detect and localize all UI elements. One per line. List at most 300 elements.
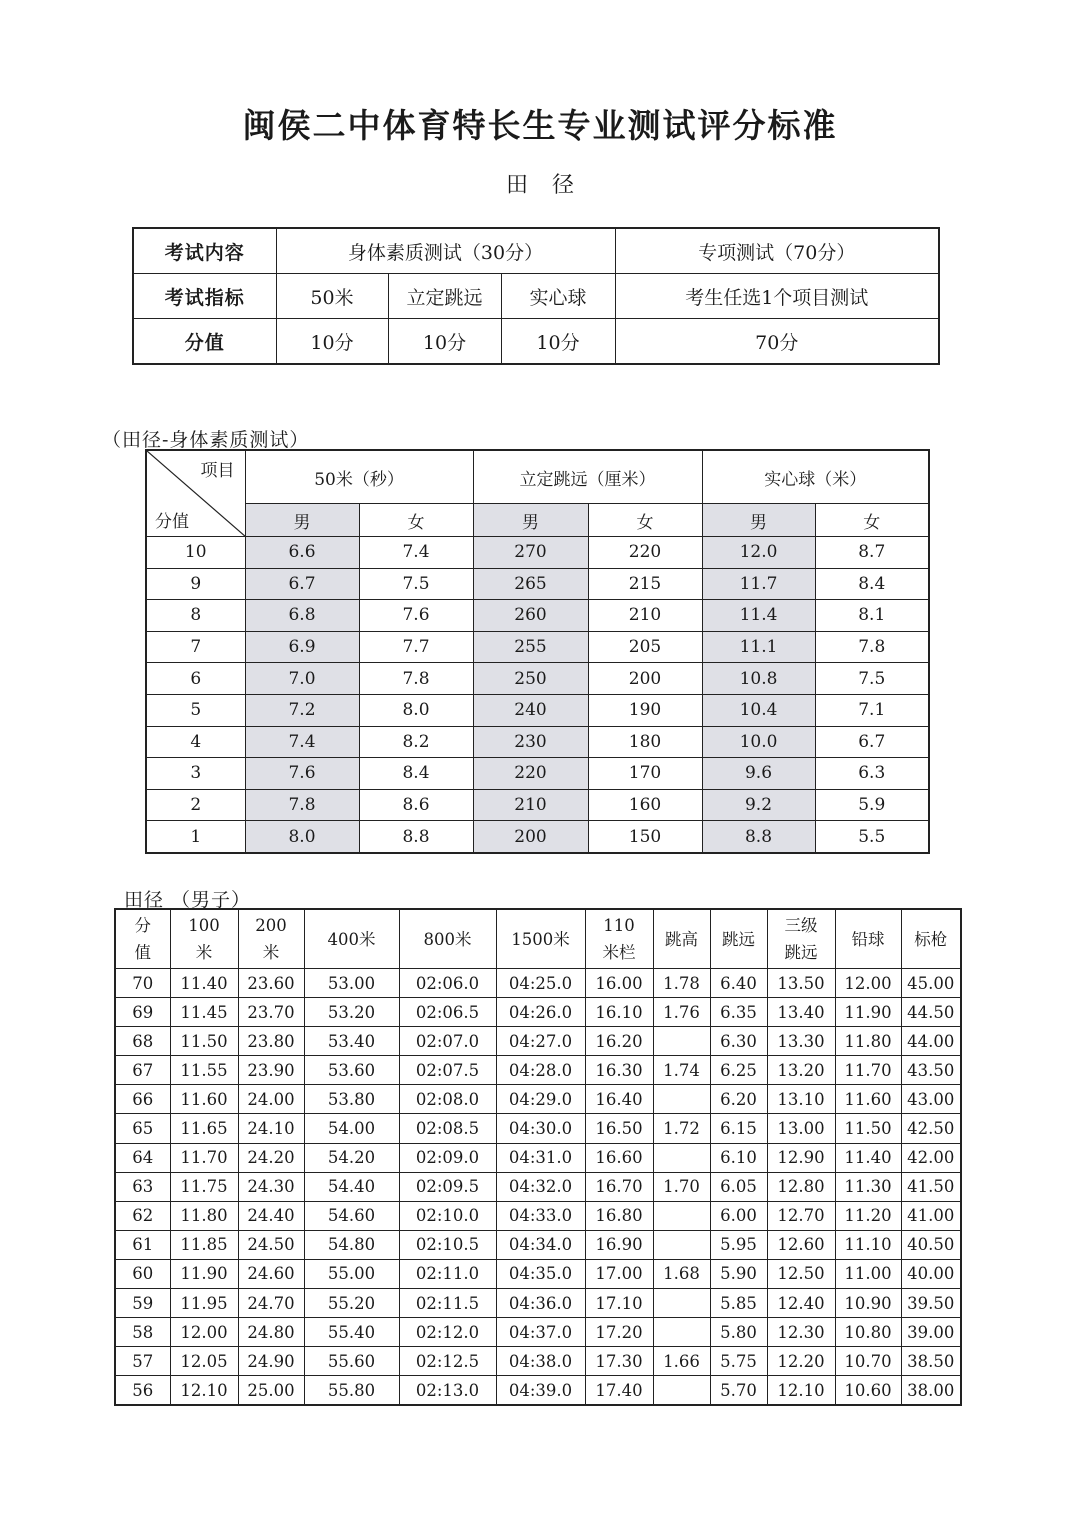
value-cell: 7.5 (815, 663, 929, 695)
value-cell: 6.00 (710, 1201, 767, 1230)
value-cell: 1.76 (653, 998, 710, 1027)
table-row (115, 1027, 961, 1056)
value-cell: 7.8 (815, 631, 929, 663)
value-cell: 02:10.5 (399, 1230, 496, 1259)
gender-header: 女 (815, 504, 929, 537)
value-cell: 55.00 (304, 1259, 399, 1288)
summary-row-score (133, 319, 939, 365)
corner-label-score: 分值 (155, 512, 189, 532)
value-cell: 10.80 (835, 1318, 901, 1347)
value-cell: 7.2 (245, 694, 359, 726)
value-cell: 13.00 (767, 1114, 835, 1143)
value-cell: 12.40 (767, 1289, 835, 1318)
table-row (115, 969, 961, 998)
physical-score-table (145, 449, 930, 854)
value-cell: 11.60 (170, 1085, 238, 1114)
value-cell: 16.10 (585, 998, 653, 1027)
value-cell: 5.80 (710, 1318, 767, 1347)
table-row (115, 998, 961, 1027)
value-cell: 54.60 (304, 1201, 399, 1230)
value-cell: 5.5 (815, 821, 929, 853)
value-cell: 42.00 (901, 1143, 961, 1172)
column-header-text: 铅球 (851, 929, 885, 949)
physical-table-caption: （田径-身体素质测试） (102, 429, 310, 451)
value-cell: 12.00 (835, 969, 901, 998)
value-cell: 17.20 (585, 1318, 653, 1347)
corner-label-item: 项目 (200, 461, 235, 481)
column-header (115, 909, 170, 969)
value-cell: 10.8 (702, 663, 815, 695)
value-cell: 7.0 (245, 663, 359, 695)
value-cell: 39.00 (901, 1318, 961, 1347)
table-row (146, 600, 929, 632)
score-cell: 8 (146, 600, 245, 632)
score-cell: 62 (115, 1201, 170, 1230)
value-cell: 11.1 (702, 631, 815, 663)
value-cell: 04:35.0 (496, 1259, 585, 1288)
value-cell: 11.75 (170, 1172, 238, 1201)
value-cell: 38.50 (901, 1347, 961, 1376)
value-cell: 16.90 (585, 1230, 653, 1259)
column-header-text: 跳高 (665, 929, 698, 949)
value-cell: 04:27.0 (496, 1027, 585, 1056)
value-cell: 25.00 (238, 1376, 304, 1406)
value-cell: 8.4 (815, 568, 929, 600)
score-cell: 58 (115, 1318, 170, 1347)
value-cell: 53.20 (304, 998, 399, 1027)
value-cell: 02:12.0 (399, 1318, 496, 1347)
value-cell: 43.50 (901, 1056, 961, 1085)
male-header-row (115, 909, 961, 969)
value-cell: 23.80 (238, 1027, 304, 1056)
table-row (146, 726, 929, 758)
value-cell: 12.20 (767, 1347, 835, 1376)
value-cell: 1.68 (653, 1259, 710, 1288)
column-header-text: 米 (262, 943, 280, 962)
value-cell: 8.6 (359, 789, 473, 821)
summary-item: 立定跳远 (388, 274, 501, 319)
value-cell: 8.7 (815, 537, 929, 569)
value-cell: 7.1 (815, 694, 929, 726)
summary-table (132, 227, 940, 365)
value-cell: 6.7 (815, 726, 929, 758)
value-cell: 13.20 (767, 1056, 835, 1085)
value-cell: 7.4 (359, 537, 473, 569)
value-cell: 02:12.5 (399, 1347, 496, 1376)
summary-label: 考试指标 (133, 274, 276, 319)
value-cell: 55.60 (304, 1347, 399, 1376)
gender-header: 男 (473, 504, 588, 537)
value-cell: 11.45 (170, 998, 238, 1027)
table-row (146, 789, 929, 821)
value-cell: 7.8 (359, 663, 473, 695)
value-cell: 02:06.5 (399, 998, 496, 1027)
value-cell: 02:11.5 (399, 1289, 496, 1318)
value-cell: 11.40 (835, 1143, 901, 1172)
corner-header-cell (146, 450, 245, 537)
column-header (170, 909, 238, 969)
value-cell: 255 (473, 631, 588, 663)
value-cell: 12.0 (702, 537, 815, 569)
value-cell: 11.55 (170, 1056, 238, 1085)
gender-header: 男 (245, 504, 359, 537)
value-cell: 44.00 (901, 1027, 961, 1056)
column-header (399, 909, 496, 969)
value-cell: 11.50 (835, 1114, 901, 1143)
gender-header: 女 (359, 504, 473, 537)
value-cell: 12.60 (767, 1230, 835, 1259)
value-cell: 7.6 (359, 600, 473, 632)
value-cell: 1.66 (653, 1347, 710, 1376)
value-cell: 6.20 (710, 1085, 767, 1114)
value-cell: 16.00 (585, 969, 653, 998)
value-cell: 16.70 (585, 1172, 653, 1201)
value-cell: 17.40 (585, 1376, 653, 1406)
value-cell: 11.20 (835, 1201, 901, 1230)
score-cell: 66 (115, 1085, 170, 1114)
value-cell: 8.0 (359, 694, 473, 726)
value-cell: 160 (588, 789, 702, 821)
physical-table-body (146, 537, 929, 853)
score-cell: 64 (115, 1143, 170, 1172)
value-cell: 17.30 (585, 1347, 653, 1376)
column-header-text: 1500米 (511, 929, 570, 949)
value-cell: 04:36.0 (496, 1289, 585, 1318)
value-cell: 11.80 (835, 1027, 901, 1056)
value-cell: 270 (473, 537, 588, 569)
value-cell: 6.10 (710, 1143, 767, 1172)
value-cell: 8.8 (359, 821, 473, 853)
value-cell (653, 1085, 710, 1114)
column-header-text: 米 (195, 943, 213, 962)
value-cell: 24.80 (238, 1318, 304, 1347)
value-cell: 41.50 (901, 1172, 961, 1201)
value-cell: 190 (588, 694, 702, 726)
value-cell: 23.90 (238, 1056, 304, 1085)
value-cell: 240 (473, 694, 588, 726)
value-cell: 02:13.0 (399, 1376, 496, 1406)
gender-header: 女 (588, 504, 702, 537)
column-header (496, 909, 585, 969)
value-cell: 12.30 (767, 1318, 835, 1347)
column-header-text: 米栏 (602, 943, 636, 962)
column-header (585, 909, 653, 969)
value-cell: 02:08.5 (399, 1114, 496, 1143)
value-cell: 9.6 (702, 758, 815, 790)
value-cell: 02:09.5 (399, 1172, 496, 1201)
value-cell: 220 (588, 537, 702, 569)
value-cell: 12.50 (767, 1259, 835, 1288)
value-cell: 04:34.0 (496, 1230, 585, 1259)
value-cell: 13.30 (767, 1027, 835, 1056)
value-cell: 23.70 (238, 998, 304, 1027)
value-cell: 7.7 (359, 631, 473, 663)
value-cell: 6.30 (710, 1027, 767, 1056)
score-cell: 57 (115, 1347, 170, 1376)
value-cell: 55.20 (304, 1289, 399, 1318)
value-cell: 215 (588, 568, 702, 600)
value-cell (653, 1289, 710, 1318)
summary-row-items (133, 274, 939, 319)
value-cell: 16.30 (585, 1056, 653, 1085)
value-cell: 04:38.0 (496, 1347, 585, 1376)
value-cell: 02:08.0 (399, 1085, 496, 1114)
value-cell: 12.70 (767, 1201, 835, 1230)
value-cell: 13.40 (767, 998, 835, 1027)
column-header (901, 909, 961, 969)
score-cell: 65 (115, 1114, 170, 1143)
value-cell: 8.8 (702, 821, 815, 853)
value-cell: 43.00 (901, 1085, 961, 1114)
value-cell: 6.15 (710, 1114, 767, 1143)
table-row (146, 568, 929, 600)
value-cell: 200 (588, 663, 702, 695)
column-header-text: 跳远 (722, 929, 755, 949)
value-cell: 5.95 (710, 1230, 767, 1259)
value-cell: 11.85 (170, 1230, 238, 1259)
column-header (835, 909, 901, 969)
score-cell: 7 (146, 631, 245, 663)
value-cell: 54.80 (304, 1230, 399, 1259)
value-cell: 11.95 (170, 1289, 238, 1318)
column-header (304, 909, 399, 969)
value-cell: 04:26.0 (496, 998, 585, 1027)
value-cell: 02:07.5 (399, 1056, 496, 1085)
value-cell: 10.60 (835, 1376, 901, 1406)
value-cell: 6.6 (245, 537, 359, 569)
column-header (653, 909, 710, 969)
score-cell: 3 (146, 758, 245, 790)
table-row (146, 821, 929, 853)
value-cell: 170 (588, 758, 702, 790)
value-cell: 02:06.0 (399, 969, 496, 998)
summary-item: 实心球 (501, 274, 615, 319)
value-cell: 02:10.0 (399, 1201, 496, 1230)
value-cell (653, 1230, 710, 1259)
value-cell: 11.70 (170, 1143, 238, 1172)
value-cell: 17.10 (585, 1289, 653, 1318)
value-cell: 12.05 (170, 1347, 238, 1376)
table-row (115, 1056, 961, 1085)
table-row (115, 1172, 961, 1201)
value-cell: 40.50 (901, 1230, 961, 1259)
value-cell: 5.9 (815, 789, 929, 821)
value-cell: 53.00 (304, 969, 399, 998)
value-cell: 200 (473, 821, 588, 853)
value-cell: 24.60 (238, 1259, 304, 1288)
value-cell (653, 1143, 710, 1172)
value-cell: 13.50 (767, 969, 835, 998)
column-header-text: 分 (134, 916, 151, 935)
column-header-text: 三级 (784, 916, 818, 935)
column-header (238, 909, 304, 969)
value-cell: 11.50 (170, 1027, 238, 1056)
value-cell: 1.74 (653, 1056, 710, 1085)
value-cell: 11.00 (835, 1259, 901, 1288)
table-row (146, 758, 929, 790)
value-cell: 11.7 (702, 568, 815, 600)
summary-score: 70分 (615, 319, 939, 365)
male-score-table (114, 908, 962, 1406)
table-row (115, 1201, 961, 1230)
value-cell: 8.2 (359, 726, 473, 758)
value-cell: 180 (588, 726, 702, 758)
value-cell: 11.4 (702, 600, 815, 632)
summary-special-header: 专项测试（70分） (615, 228, 939, 274)
value-cell: 04:32.0 (496, 1172, 585, 1201)
value-cell: 5.70 (710, 1376, 767, 1406)
score-cell: 63 (115, 1172, 170, 1201)
score-cell: 68 (115, 1027, 170, 1056)
value-cell: 6.9 (245, 631, 359, 663)
group-header: 50米（秒） (245, 450, 473, 504)
summary-label: 分值 (133, 319, 276, 365)
value-cell: 8.0 (245, 821, 359, 853)
score-cell: 56 (115, 1376, 170, 1406)
value-cell: 16.50 (585, 1114, 653, 1143)
value-cell: 02:11.0 (399, 1259, 496, 1288)
value-cell: 04:31.0 (496, 1143, 585, 1172)
value-cell (653, 1027, 710, 1056)
value-cell: 150 (588, 821, 702, 853)
value-cell: 260 (473, 600, 588, 632)
score-cell: 9 (146, 568, 245, 600)
value-cell: 39.50 (901, 1289, 961, 1318)
value-cell: 10.4 (702, 694, 815, 726)
value-cell: 6.3 (815, 758, 929, 790)
table-row (115, 1143, 961, 1172)
value-cell: 53.40 (304, 1027, 399, 1056)
value-cell: 04:33.0 (496, 1201, 585, 1230)
value-cell (653, 1318, 710, 1347)
page-title: 闽侯二中体育特长生专业测试评分标准 (242, 106, 838, 145)
value-cell: 16.40 (585, 1085, 653, 1114)
group-header: 立定跳远（厘米） (473, 450, 702, 504)
score-cell: 1 (146, 821, 245, 853)
value-cell: 205 (588, 631, 702, 663)
value-cell: 11.80 (170, 1201, 238, 1230)
value-cell: 11.90 (170, 1259, 238, 1288)
value-cell: 250 (473, 663, 588, 695)
value-cell: 04:28.0 (496, 1056, 585, 1085)
value-cell: 6.8 (245, 600, 359, 632)
value-cell: 17.00 (585, 1259, 653, 1288)
value-cell: 16.80 (585, 1201, 653, 1230)
column-header-text: 800米 (423, 929, 472, 949)
value-cell: 12.10 (170, 1376, 238, 1406)
value-cell: 210 (588, 600, 702, 632)
value-cell (653, 1201, 710, 1230)
value-cell: 5.90 (710, 1259, 767, 1288)
value-cell: 230 (473, 726, 588, 758)
value-cell: 7.5 (359, 568, 473, 600)
column-header-text: 100 (188, 916, 220, 935)
column-header-text: 标枪 (914, 929, 948, 949)
value-cell (653, 1376, 710, 1406)
value-cell: 6.35 (710, 998, 767, 1027)
summary-physical-header: 身体素质测试（30分） (276, 228, 615, 274)
value-cell: 8.4 (359, 758, 473, 790)
score-cell: 10 (146, 537, 245, 569)
value-cell: 1.70 (653, 1172, 710, 1201)
table-row (146, 663, 929, 695)
value-cell: 04:25.0 (496, 969, 585, 998)
value-cell: 11.10 (835, 1230, 901, 1259)
table-row (146, 694, 929, 726)
score-cell: 60 (115, 1259, 170, 1288)
value-cell: 10.70 (835, 1347, 901, 1376)
value-cell: 24.40 (238, 1201, 304, 1230)
value-cell: 12.90 (767, 1143, 835, 1172)
score-cell: 59 (115, 1289, 170, 1318)
value-cell: 45.00 (901, 969, 961, 998)
value-cell: 10.90 (835, 1289, 901, 1318)
summary-score: 10分 (276, 319, 388, 365)
value-cell: 7.6 (245, 758, 359, 790)
value-cell: 38.00 (901, 1376, 961, 1406)
value-cell: 53.60 (304, 1056, 399, 1085)
value-cell: 40.00 (901, 1259, 961, 1288)
table-row (146, 631, 929, 663)
value-cell: 41.00 (901, 1201, 961, 1230)
page-subtitle: 田径 (505, 173, 598, 198)
score-cell: 2 (146, 789, 245, 821)
value-cell: 53.80 (304, 1085, 399, 1114)
value-cell: 42.50 (901, 1114, 961, 1143)
value-cell: 10.0 (702, 726, 815, 758)
value-cell: 11.60 (835, 1085, 901, 1114)
value-cell: 12.10 (767, 1376, 835, 1406)
summary-item: 50米 (276, 274, 388, 319)
table-row (115, 1289, 961, 1318)
value-cell: 6.25 (710, 1056, 767, 1085)
value-cell: 54.00 (304, 1114, 399, 1143)
score-cell: 70 (115, 969, 170, 998)
value-cell: 12.80 (767, 1172, 835, 1201)
value-cell: 16.20 (585, 1027, 653, 1056)
group-header: 实心球（米） (702, 450, 929, 504)
value-cell: 1.72 (653, 1114, 710, 1143)
table-row (146, 537, 929, 569)
value-cell: 24.30 (238, 1172, 304, 1201)
value-cell: 04:37.0 (496, 1318, 585, 1347)
table-row (115, 1318, 961, 1347)
column-header (767, 909, 835, 969)
value-cell: 210 (473, 789, 588, 821)
physical-header-row (146, 450, 929, 504)
summary-label: 考试内容 (133, 228, 276, 274)
male-table-caption: 田径 （男子） (124, 889, 252, 911)
value-cell: 23.60 (238, 969, 304, 998)
column-header-text: 400米 (327, 929, 376, 949)
value-cell: 220 (473, 758, 588, 790)
value-cell: 02:07.0 (399, 1027, 496, 1056)
value-cell: 24.70 (238, 1289, 304, 1318)
value-cell: 8.1 (815, 600, 929, 632)
summary-row-content (133, 228, 939, 274)
value-cell: 24.10 (238, 1114, 304, 1143)
value-cell: 7.8 (245, 789, 359, 821)
value-cell: 24.20 (238, 1143, 304, 1172)
value-cell: 24.00 (238, 1085, 304, 1114)
value-cell: 04:39.0 (496, 1376, 585, 1406)
table-row (115, 1114, 961, 1143)
gender-header-row (146, 504, 929, 537)
column-header-text: 值 (134, 943, 151, 962)
male-table-body (115, 969, 961, 1406)
value-cell: 11.70 (835, 1056, 901, 1085)
value-cell: 11.30 (835, 1172, 901, 1201)
